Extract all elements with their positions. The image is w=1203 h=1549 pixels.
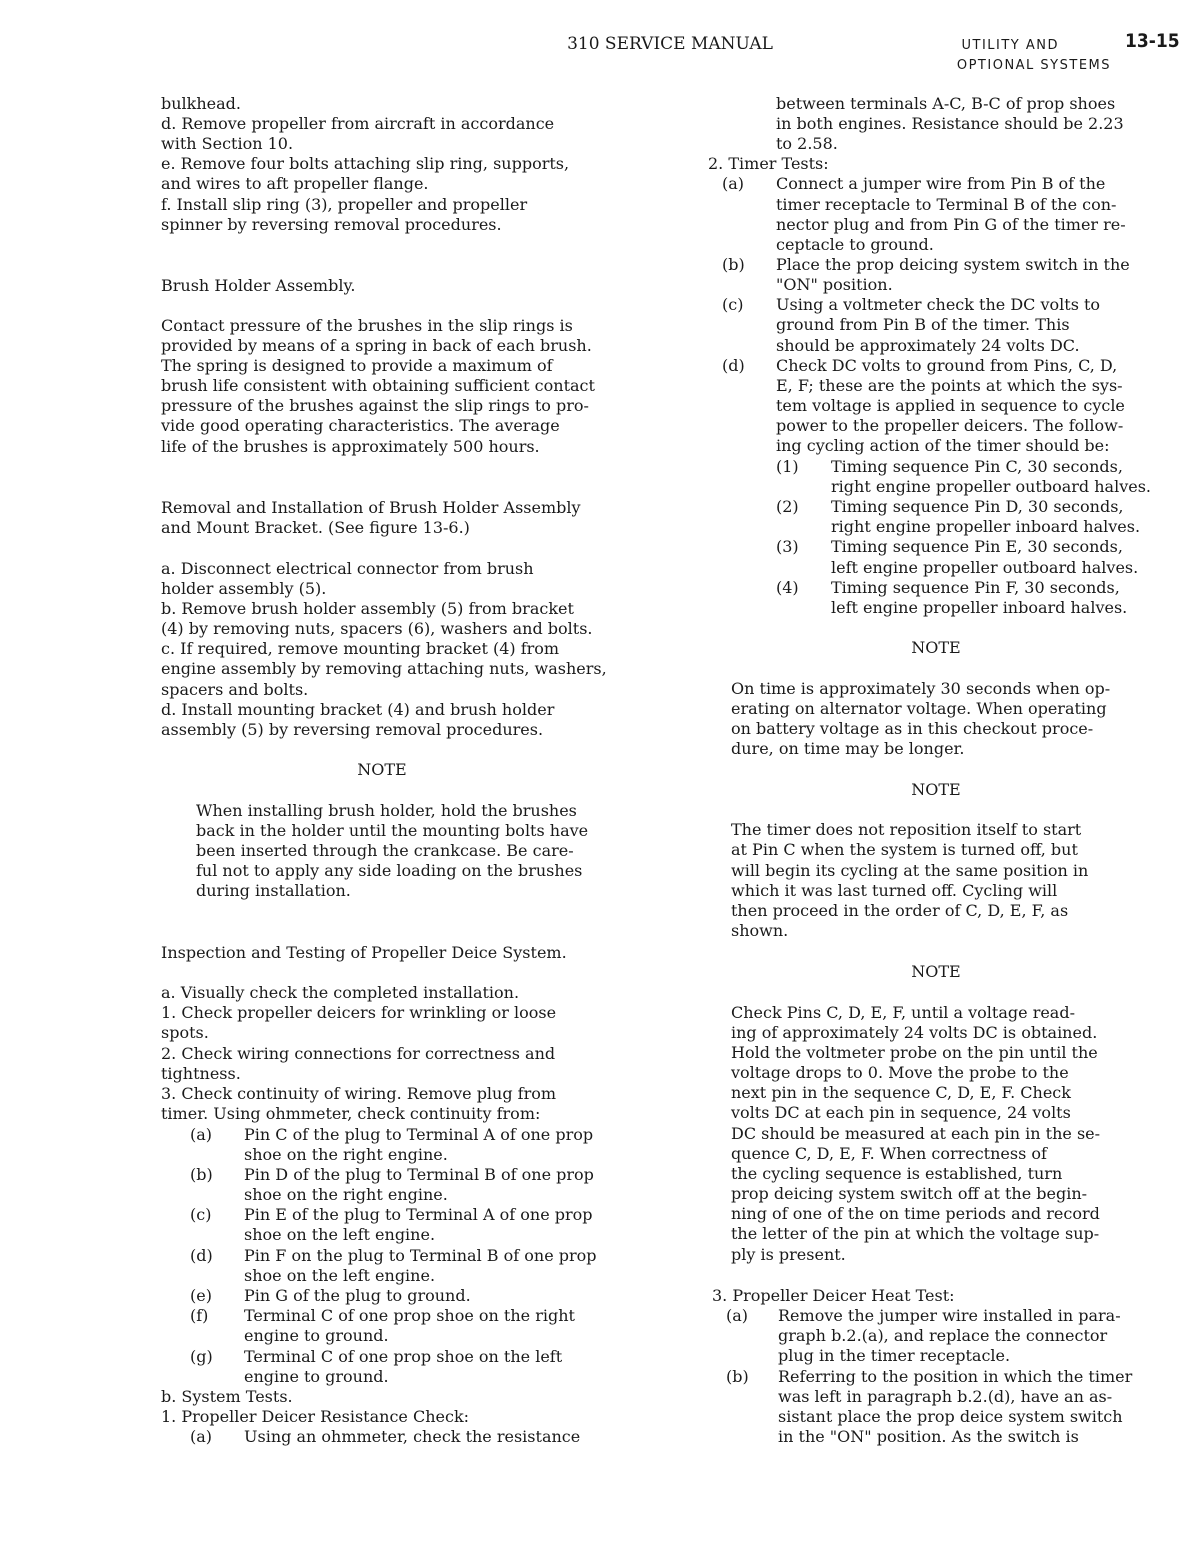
left-line-38: tightness.: [161, 1064, 241, 1083]
right-line-59: the letter of the pin at which the voltage sup-: [731, 1224, 1100, 1243]
right-line-2: in both engines. Resistance should be 2.23: [776, 114, 1124, 133]
right-line-63: Remove the jumper wire installed in para-: [778, 1306, 1121, 1325]
right-line-15: ground from Pin B of the timer. This: [776, 315, 1070, 334]
left-line-19: holder assembly (5).: [161, 579, 327, 598]
right-line-9: ceptacle to ground.: [776, 235, 934, 254]
right-line-57: prop deicing system switch off at the begin-: [731, 1184, 1088, 1203]
left-line-47: (c): [190, 1205, 212, 1224]
right-line-53: volts DC at each pin in sequence, 24 volts: [731, 1103, 1071, 1122]
right-line-67: Referring to the position in which the timer: [778, 1367, 1133, 1386]
left-line-3: with Section 10.: [161, 134, 294, 153]
left-line-26: assembly (5) by reversing removal procedures.: [161, 720, 544, 739]
right-line-44: which it was last turned off. Cycling will: [731, 881, 1058, 900]
right-line-32: (4): [776, 578, 799, 597]
right-line-31: left engine propeller outboard halves.: [831, 558, 1139, 577]
right-line-16: should be approximately 24 volts DC.: [776, 336, 1080, 355]
right-line-5: (a): [722, 174, 745, 193]
left-line-50: (d): [190, 1246, 213, 1265]
left-line-48: Pin E of the plug to Terminal A of one prop: [244, 1205, 593, 1224]
right-line-49: ing of approximately 24 volts DC is obtained.: [731, 1023, 1098, 1042]
right-line-34: left engine propeller inboard halves.: [831, 598, 1128, 617]
right-line-39: dure, on time may be longer.: [731, 739, 965, 758]
left-line-29: back in the holder until the mounting bolts have: [196, 821, 589, 840]
right-line-41: The timer does not reposition itself to start: [731, 820, 1082, 839]
left-line-45: Pin D of the plug to Terminal B of one prop: [244, 1165, 594, 1184]
left-line-36: spots.: [161, 1023, 209, 1042]
left-line-39: 3. Check continuity of wiring. Remove plug from: [161, 1084, 557, 1103]
left-line-60: engine to ground.: [244, 1367, 389, 1386]
right-note-heading: NOTE: [911, 780, 961, 799]
section-heading: [957, 36, 1111, 76]
left-line-10: provided by means of a spring in back of each brush.: [161, 336, 592, 355]
left-line-21: (4) by removing nuts, spacers (6), washers and bolts.: [161, 619, 593, 638]
right-line-3: to 2.58.: [776, 134, 838, 153]
right-line-28: right engine propeller inboard halves.: [831, 517, 1141, 536]
left-line-56: Terminal C of one prop shoe on the right: [244, 1306, 575, 1325]
right-line-30: Timing sequence Pin E, 30 seconds,: [831, 537, 1123, 556]
right-line-48: Check Pins C, D, E, F, until a voltage read-: [731, 1003, 1075, 1022]
right-line-25: right engine propeller outboard halves.: [831, 477, 1152, 496]
right-note-heading: NOTE: [911, 638, 961, 657]
right-line-11: Place the prop deicing system switch in the: [776, 255, 1130, 274]
manual-title: 310 SERVICE MANUAL: [567, 34, 773, 54]
right-line-43: will begin its cycling at the same position in: [731, 861, 1089, 880]
left-line-25: d. Install mounting bracket (4) and brush holder: [161, 700, 555, 719]
left-line-17: and Mount Bracket. (See figure 13-6.): [161, 518, 470, 537]
left-line-31: ful not to apply any side loading on the brushes: [196, 861, 583, 880]
left-line-54: Pin G of the plug to ground.: [244, 1286, 471, 1305]
left-line-58: (g): [190, 1347, 213, 1366]
right-line-42: at Pin C when the system is turned off, but: [731, 840, 1078, 859]
section-line-1: UTILITY AND: [961, 38, 1059, 53]
left-line-53: (e): [190, 1286, 212, 1305]
right-line-18: Check DC volts to ground from Pins, C, D,: [776, 356, 1118, 375]
left-line-6: f. Install slip ring (3), propeller and propeller: [161, 195, 528, 214]
left-line-42: Pin C of the plug to Terminal A of one prop: [244, 1125, 594, 1144]
left-line-35: 1. Check propeller deicers for wrinkling or loose: [161, 1003, 557, 1022]
right-line-1: between terminals A-C, B-C of prop shoes: [776, 94, 1116, 113]
left-line-13: pressure of the brushes against the slip rings to pro-: [161, 396, 589, 415]
right-line-14: Using a voltmeter check the DC volts to: [776, 295, 1101, 314]
left-line-28: When installing brush holder, hold the brushes: [196, 801, 577, 820]
right-line-26: (2): [776, 497, 799, 516]
left-line-41: (a): [190, 1125, 213, 1144]
right-line-17: (d): [722, 356, 745, 375]
left-line-4: e. Remove four bolts attaching slip ring, supports,: [161, 154, 570, 173]
right-line-65: plug in the timer receptacle.: [778, 1346, 1011, 1365]
left-line-44: (b): [190, 1165, 213, 1184]
left-line-34: a. Visually check the completed installation.: [161, 983, 520, 1002]
right-line-36: On time is approximately 30 seconds when op-: [731, 679, 1111, 698]
page-number: 13-15: [1125, 30, 1180, 52]
right-line-70: in the "ON" position. As the switch is: [778, 1427, 1079, 1446]
left-line-32: during installation.: [196, 881, 351, 900]
left-line-2: d. Remove propeller from aircraft in accordance: [161, 114, 555, 133]
right-line-50: Hold the voltmeter probe on the pin until the: [731, 1043, 1098, 1062]
right-line-64: graph b.2.(a), and replace the connector: [778, 1326, 1108, 1345]
right-line-45: then proceed in the order of C, D, E, F, as: [731, 901, 1069, 920]
right-line-62: (a): [726, 1306, 749, 1325]
right-line-46: shown.: [731, 921, 789, 940]
right-line-56: the cycling sequence is established, turn: [731, 1164, 1063, 1183]
right-line-51: voltage drops to 0. Move the probe to the: [731, 1063, 1069, 1082]
left-line-64: Using an ohmmeter, check the resistance: [244, 1427, 581, 1446]
section-line-2: OPTIONAL SYSTEMS: [956, 58, 1111, 73]
left-line-62: 1. Propeller Deicer Resistance Check:: [161, 1407, 470, 1426]
left-line-11: The spring is designed to provide a maximum of: [161, 356, 553, 375]
right-line-19: E, F; these are the points at which the sys-: [776, 376, 1123, 395]
right-line-54: DC should be measured at each pin in the se-: [731, 1124, 1101, 1143]
left-line-33: Inspection and Testing of Propeller Deice System.: [161, 943, 567, 962]
left-line-16: Removal and Installation of Brush Holder Assembly: [161, 498, 581, 517]
left-line-1: bulkhead.: [161, 94, 241, 113]
left-line-51: Pin F on the plug to Terminal B of one prop: [244, 1246, 597, 1265]
right-line-61: 3. Propeller Deicer Heat Test:: [712, 1286, 955, 1305]
left-line-49: shoe on the left engine.: [244, 1225, 436, 1244]
left-line-61: b. System Tests.: [161, 1387, 293, 1406]
left-line-40: timer. Using ohmmeter, check continuity from:: [161, 1104, 541, 1123]
right-line-6: Connect a jumper wire from Pin B of the: [776, 174, 1106, 193]
right-line-58: ning of one of the on time periods and record: [731, 1204, 1100, 1223]
left-line-23: engine assembly by removing attaching nuts, washers,: [161, 659, 607, 678]
left-line-57: engine to ground.: [244, 1326, 389, 1345]
left-line-12: brush life consistent with obtaining sufficient contact: [161, 376, 595, 395]
right-line-20: tem voltage is applied in sequence to cycle: [776, 396, 1125, 415]
left-line-59: Terminal C of one prop shoe on the left: [244, 1347, 563, 1366]
left-line-18: a. Disconnect electrical connector from brush: [161, 559, 534, 578]
right-line-13: (c): [722, 295, 744, 314]
right-line-33: Timing sequence Pin F, 30 seconds,: [831, 578, 1120, 597]
right-line-12: "ON" position.: [776, 275, 893, 294]
left-line-37: 2. Check wiring connections for correctness and: [161, 1044, 556, 1063]
right-line-68: was left in paragraph b.2.(d), have an as-: [778, 1387, 1113, 1406]
left-line-43: shoe on the right engine.: [244, 1145, 448, 1164]
left-line-15: life of the brushes is approximately 500 hours.: [161, 437, 540, 456]
right-note-heading: NOTE: [911, 962, 961, 981]
right-line-38: on battery voltage as in this checkout proce-: [731, 719, 1094, 738]
left-line-14: vide good operating characteristics. The average: [161, 416, 560, 435]
right-line-22: ing cycling action of the timer should be:: [776, 436, 1110, 455]
left-line-24: spacers and bolts.: [161, 680, 309, 699]
right-line-69: sistant place the prop deice system switch: [778, 1407, 1123, 1426]
left-line-8: Brush Holder Assembly.: [161, 276, 356, 295]
left-line-52: shoe on the left engine.: [244, 1266, 436, 1285]
right-line-55: quence C, D, E, F. When correctness of: [731, 1144, 1047, 1163]
right-line-4: 2. Timer Tests:: [708, 154, 829, 173]
left-line-5: and wires to aft propeller flange.: [161, 174, 429, 193]
left-line-30: been inserted through the crankcase. Be care-: [196, 841, 574, 860]
left-line-22: c. If required, remove mounting bracket (4) from: [161, 639, 560, 658]
right-line-10: (b): [722, 255, 745, 274]
left-note-heading: NOTE: [357, 760, 407, 779]
right-line-24: Timing sequence Pin C, 30 seconds,: [831, 457, 1123, 476]
right-line-7: timer receptacle to Terminal B of the con-: [776, 195, 1117, 214]
left-line-20: b. Remove brush holder assembly (5) from bracket: [161, 599, 574, 618]
left-line-46: shoe on the right engine.: [244, 1185, 448, 1204]
right-line-23: (1): [776, 457, 799, 476]
right-line-21: power to the propeller deicers. The follow-: [776, 416, 1124, 435]
right-line-29: (3): [776, 537, 799, 556]
left-line-55: (f): [190, 1306, 209, 1325]
right-line-37: erating on alternator voltage. When operating: [731, 699, 1107, 718]
right-line-60: ply is present.: [731, 1245, 846, 1264]
right-line-66: (b): [726, 1367, 749, 1386]
left-line-63: (a): [190, 1427, 213, 1446]
right-line-27: Timing sequence Pin D, 30 seconds,: [831, 497, 1124, 516]
left-line-7: spinner by reversing removal procedures.: [161, 215, 502, 234]
right-line-8: nector plug and from Pin G of the timer re-: [776, 215, 1126, 234]
right-line-52: next pin in the sequence C, D, E, F. Check: [731, 1083, 1071, 1102]
left-line-9: Contact pressure of the brushes in the slip rings is: [161, 316, 573, 335]
